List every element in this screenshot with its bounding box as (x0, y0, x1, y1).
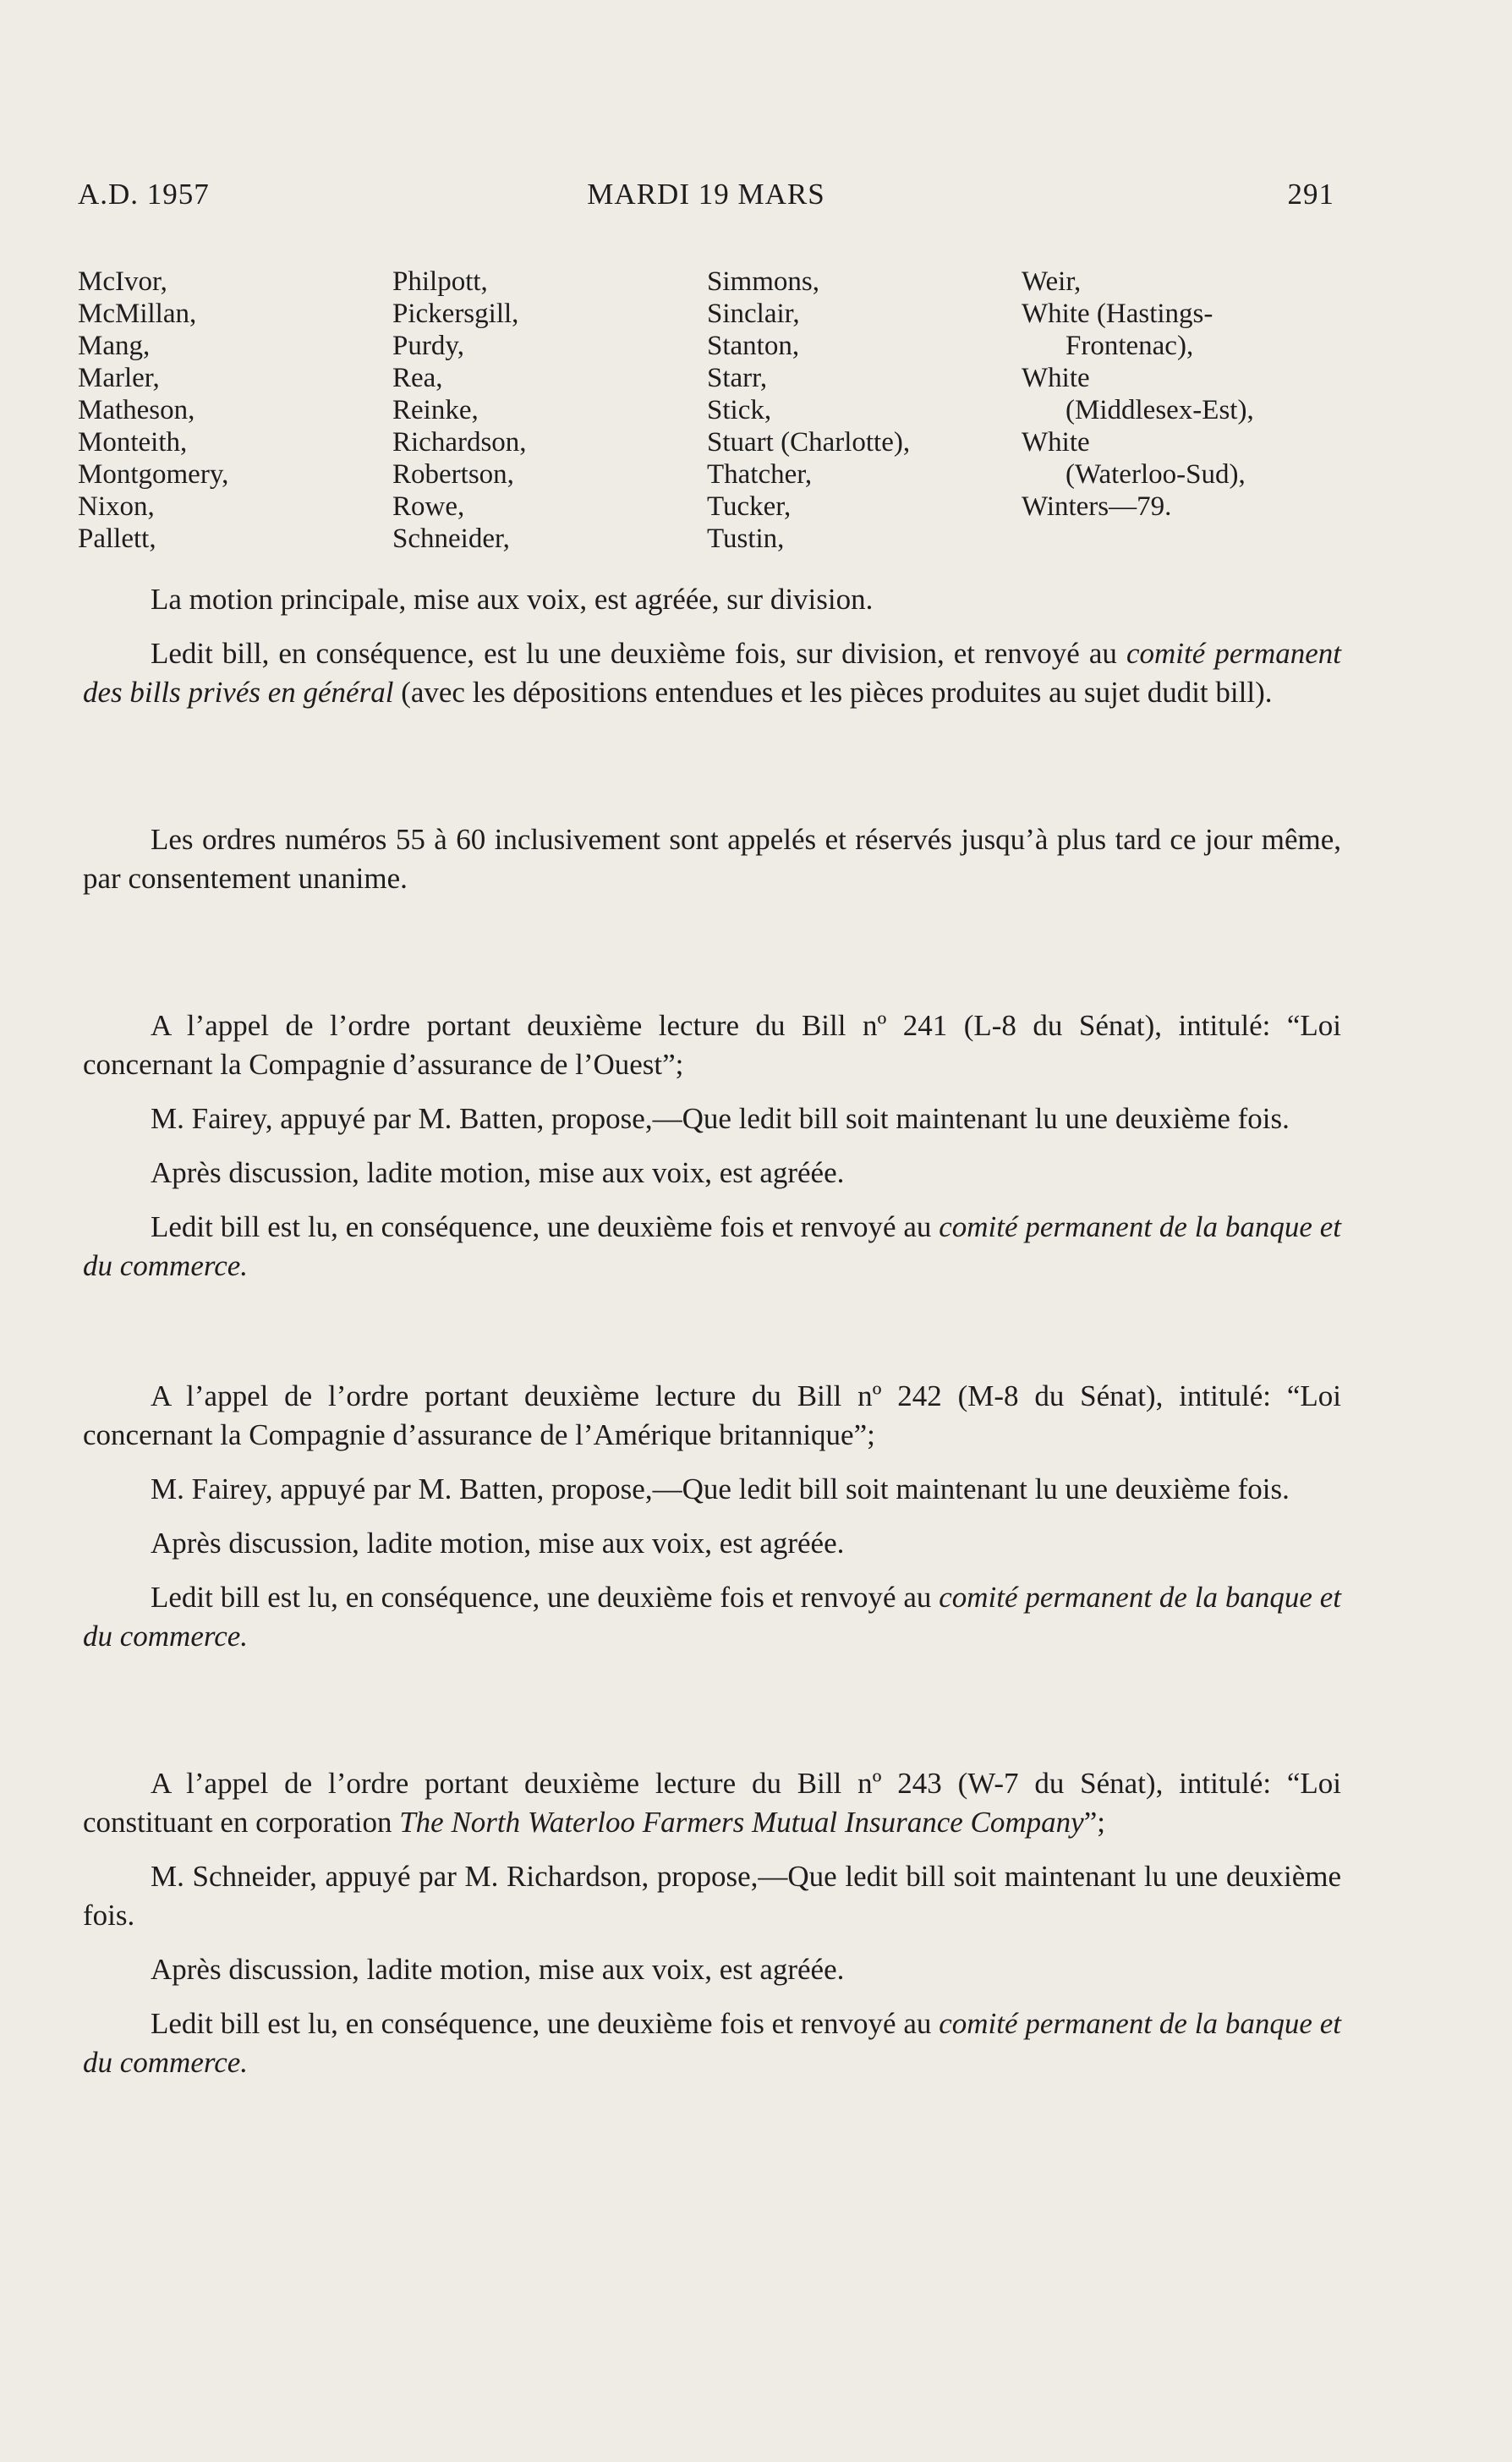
paragraph: Ledit bill est lu, en conséquence, une deuxième fois et renvoyé au comité permanent de la banque et du commerce. (83, 1210, 1341, 1282)
member-name: Philpott, (392, 266, 488, 297)
section-spacer (83, 1671, 1341, 1764)
paragraph: Les ordres numéros 55 à 60 inclusivement sont appelés et réservés jusqu’à plus tard ce jour même, par consentement unanime. (83, 823, 1341, 895)
paragraph: A l’appel de l’ordre portant deuxième lecture du Bill nº 242 (M-8 du Sénat), intitulé: “Loi concernant la Compagnie d’assurance de l’Amérique britannique”; (83, 1379, 1341, 1451)
paragraph: Après discussion, ladite motion, mise aux voix, est agréée. (151, 1953, 845, 1986)
member-name: Reinke, (392, 395, 479, 425)
section-spacer (83, 913, 1341, 1006)
member-name: Matheson, (78, 395, 195, 425)
member-name: Mang, (78, 331, 151, 361)
member-name: Stuart (Charlotte), (707, 427, 911, 458)
member-name: Pickersgill, (392, 299, 519, 329)
member-name: Richardson, (392, 427, 527, 458)
journal-body (83, 580, 1341, 2097)
paragraph: Après discussion, ladite motion, mise aux voix, est agréée. (151, 1156, 845, 1189)
header-year: A.D. 1957 (78, 178, 210, 211)
member-name: Tucker, (707, 491, 792, 522)
paragraph: Après discussion, ladite motion, mise aux voix, est agréée. (151, 1527, 845, 1560)
running-head (78, 178, 1334, 215)
names-column-2 (392, 266, 707, 555)
names-column-4 (1022, 266, 1292, 555)
member-name: Sinclair, (707, 299, 800, 329)
paragraph: M. Fairey, appuyé par M. Batten, propose,—Que ledit bill soit maintenant lu une deuxième fois. (151, 1472, 1290, 1505)
names-column-3 (707, 266, 1022, 555)
member-name: Starr, (707, 363, 768, 393)
page-number: 291 (1287, 178, 1334, 211)
member-name: McIvor, (78, 266, 167, 297)
member-name: Purdy, (392, 331, 464, 361)
member-name: Stick, (707, 395, 772, 425)
paragraph: Ledit bill est lu, en conséquence, une deuxième fois et renvoyé au comité permanent de la banque et du commerce. (83, 2007, 1341, 2079)
paragraph: A l’appel de l’ordre portant deuxième lecture du Bill nº 241 (L-8 du Sénat), intitulé: “Loi concernant la Compagnie d’assurance de l’Ouest”; (83, 1009, 1341, 1081)
member-name: White (Hastings- (1022, 299, 1213, 329)
header-date: MARDI 19 MARS (587, 178, 825, 211)
paragraph: La motion principale, mise aux voix, est agréée, sur division. (151, 583, 874, 616)
member-name: Robertson, (392, 459, 514, 490)
member-name: McMillan, (78, 299, 197, 329)
member-name: Rowe, (392, 491, 465, 522)
paragraph: M. Fairey, appuyé par M. Batten, propose,—Que ledit bill soit maintenant lu une deuxième fois. (151, 1102, 1290, 1135)
member-name: Thatcher, (707, 459, 813, 490)
section-spacer (83, 1301, 1341, 1377)
member-name: Pallett, (78, 524, 156, 554)
member-name: Nixon, (78, 491, 155, 522)
member-name-continuation: Frontenac), (1066, 331, 1194, 361)
member-name: Montgomery, (78, 459, 229, 490)
member-name: Stanton, (707, 331, 800, 361)
section-spacer (83, 727, 1341, 820)
member-name: Rea, (392, 363, 443, 393)
paragraph: A l’appel de l’ordre portant deuxième lecture du Bill nº 243 (W-7 du Sénat), intitulé: “Loi constituant en corporation The North Waterloo Farmers Mutual Insurance Company”; (83, 1767, 1341, 1839)
member-name: Weir, (1022, 266, 1082, 297)
member-name: Simmons, (707, 266, 819, 297)
member-name: Marler, (78, 363, 160, 393)
paragraph: Ledit bill est lu, en conséquence, une deuxième fois et renvoyé au comité permanent de la banque et du commerce. (83, 1581, 1341, 1653)
member-name: Monteith, (78, 427, 188, 458)
member-name-continuation: (Waterloo-Sud), (1066, 459, 1246, 490)
member-name: White (1022, 363, 1090, 393)
names-column-1 (78, 266, 392, 555)
member-name-continuation: (Middlesex-Est), (1066, 395, 1254, 425)
paragraph: Ledit bill, en conséquence, est lu une deuxième fois, sur division, et renvoyé au comité permanent des bills privés en général (avec les dépositions entendues et les pièces produites au sujet dudit bill). (83, 637, 1342, 709)
member-name: Schneider, (392, 524, 510, 554)
member-name: White (1022, 427, 1090, 458)
paragraph: M. Schneider, appuyé par M. Richardson, propose,—Que ledit bill soit maintenant lu une deuxième fois. (83, 1860, 1341, 1932)
division-names-list (78, 266, 1296, 555)
member-name: Tustin, (707, 524, 785, 554)
member-name-total: Winters—79. (1022, 491, 1172, 522)
